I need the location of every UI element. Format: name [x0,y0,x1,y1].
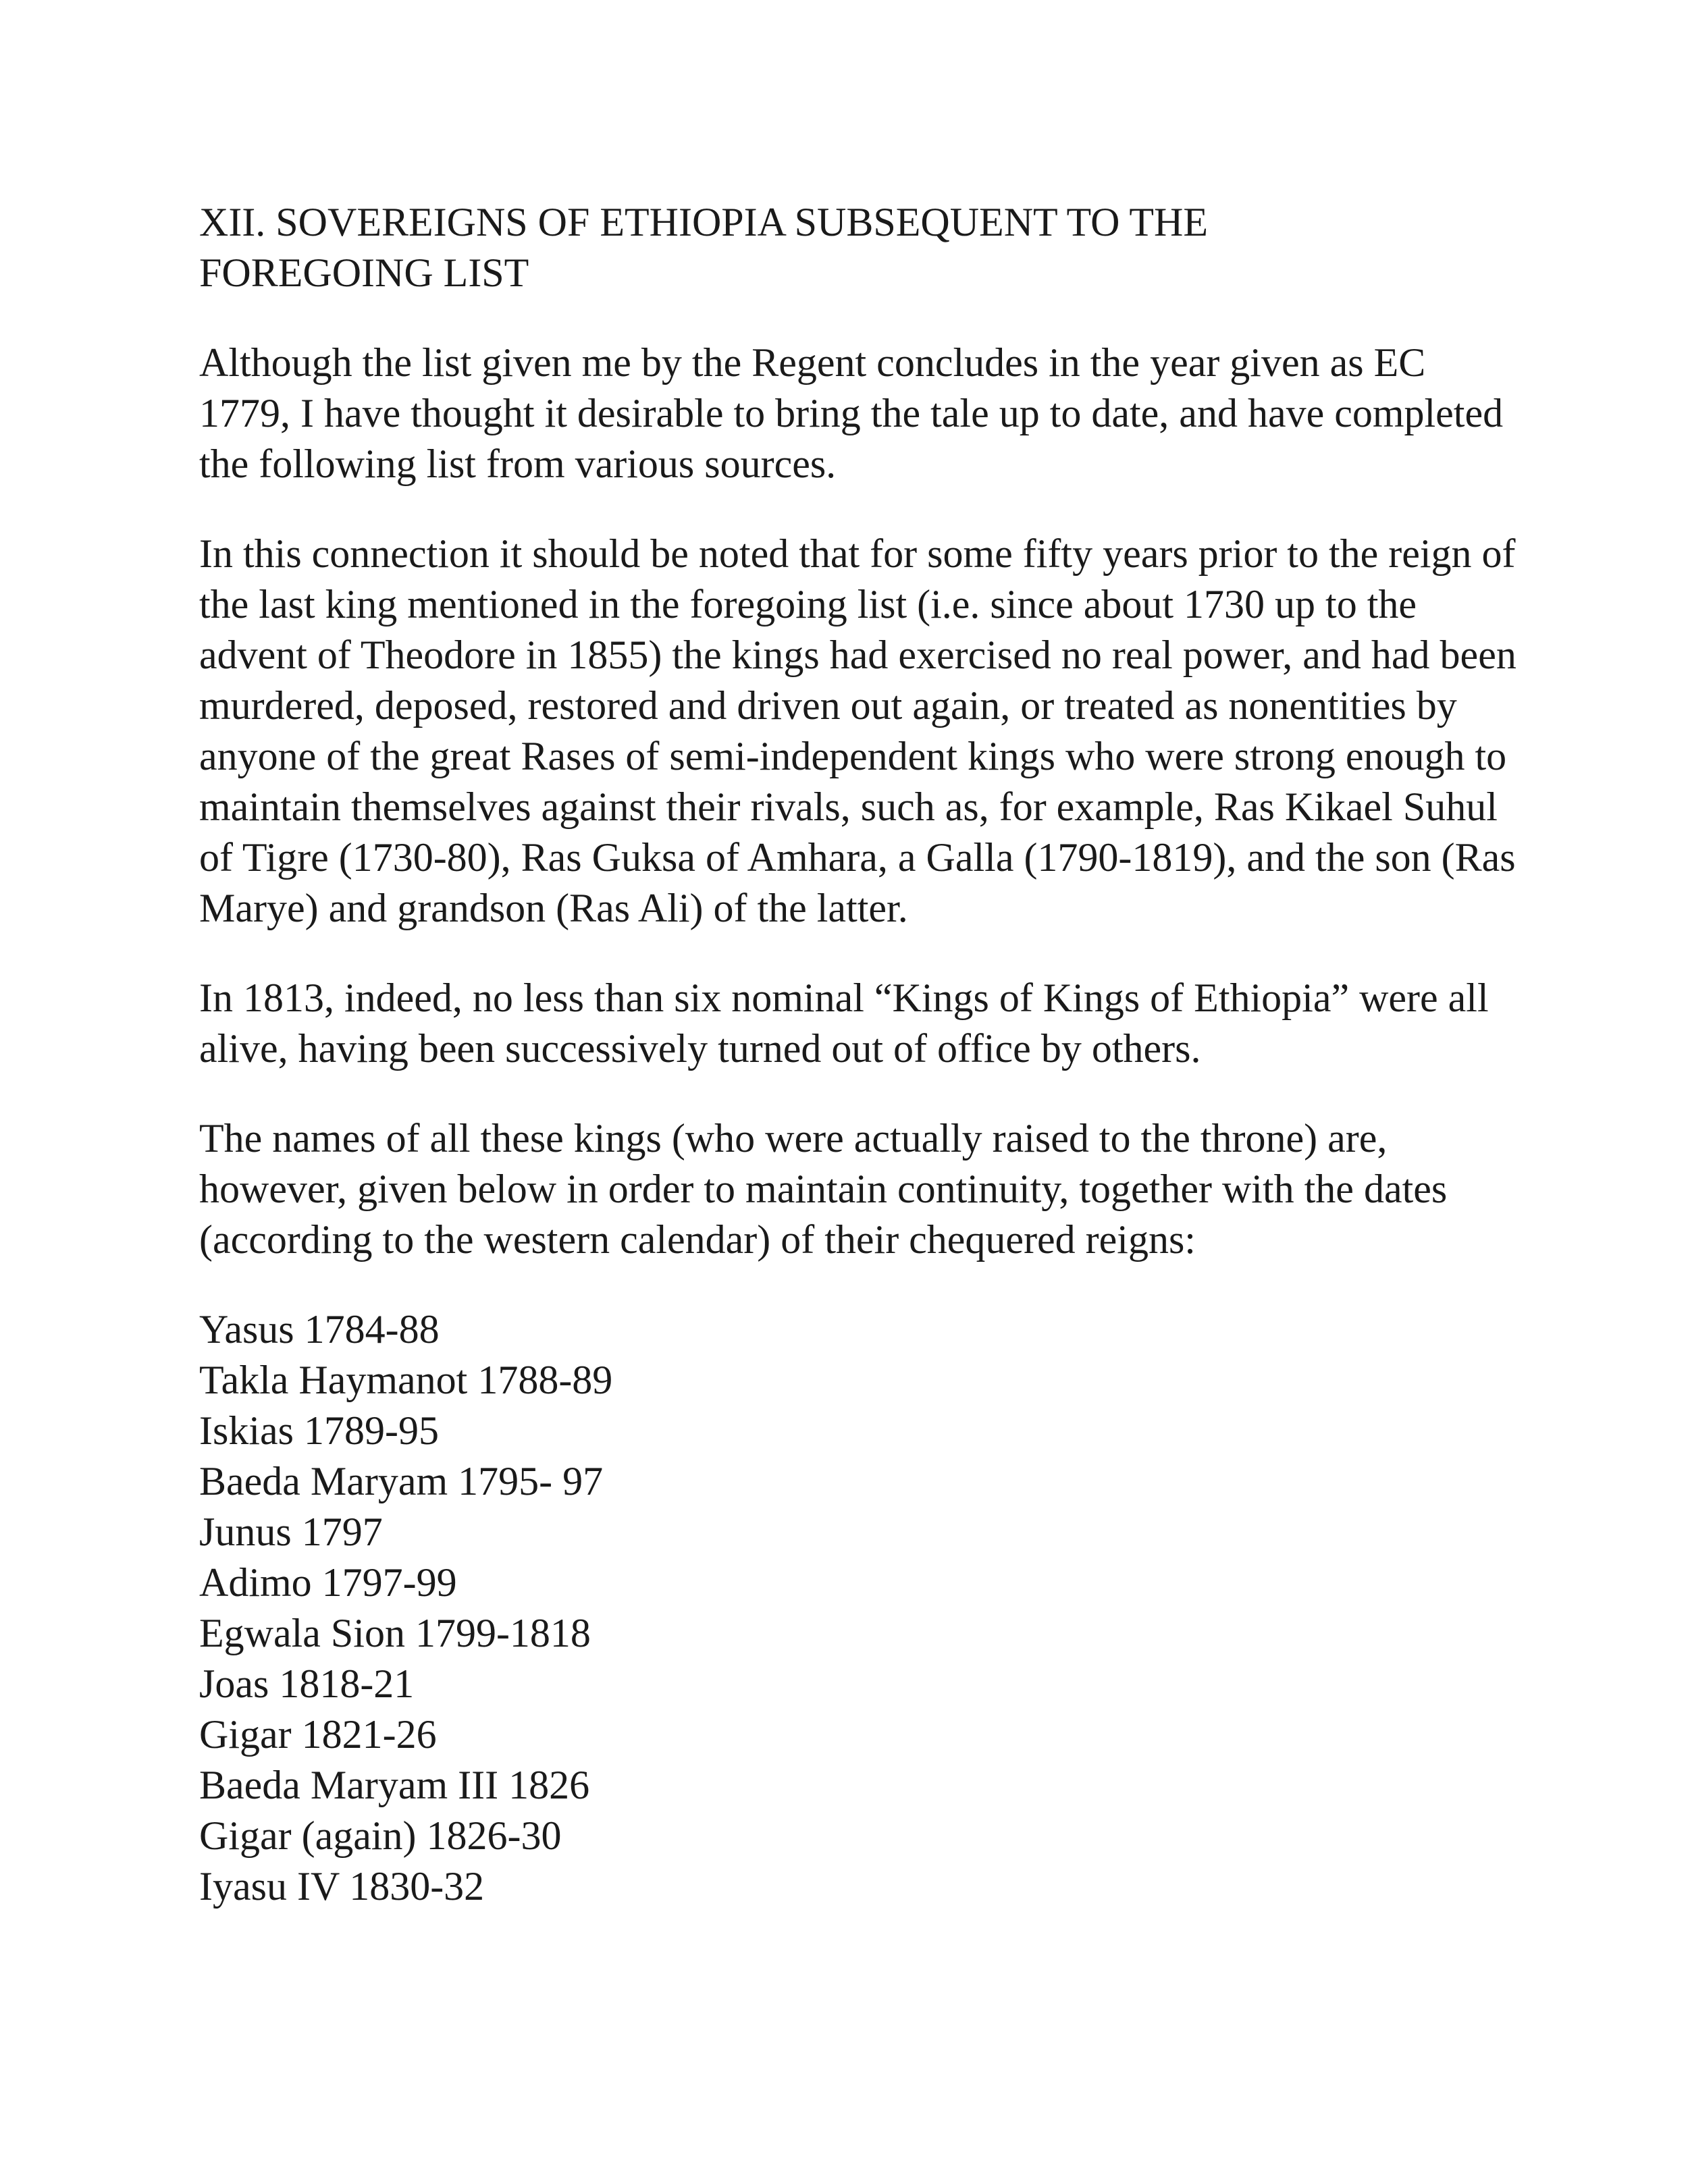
kings-list [199,1304,1523,1912]
section-heading [199,197,1523,298]
list-item: Baeda Maryam III 1826 [199,1763,590,1807]
page-content [199,197,1523,1912]
list-item: Iyasu IV 1830-32 [199,1864,485,1909]
list-item: Takla Haymanot 1788-89 [199,1358,613,1402]
paragraph-list-intro: The names of all these kings (who were actually raised to the throne) are, however, given below in order to maintain continuity, together with the dates (according to the western calendar) of their chequered reigns: [199,1116,1448,1262]
list-item: Junus 1797 [199,1510,383,1554]
heading-line-1: XII. SOVEREIGNS OF ETHIOPIA SUBSEQUENT TO THE [199,200,1208,244]
list-item: Yasus 1784-88 [199,1307,440,1352]
list-item: Gigar (again) 1826-30 [199,1813,562,1858]
list-item: Baeda Maryam 1795- 97 [199,1459,604,1503]
list-item: Adimo 1797-99 [199,1560,457,1605]
list-item: Joas 1818-21 [199,1661,415,1706]
heading-line-2: FOREGOING LIST [199,250,529,295]
list-item: Iskias 1789-95 [199,1408,439,1453]
paragraph-1813: In 1813, indeed, no less than six nominal “Kings of Kings of Ethiopia” were all alive, having been successively turned out of office by others. [199,976,1489,1071]
list-item: Gigar 1821-26 [199,1712,437,1757]
paragraph-intro: Although the list given me by the Regent concludes in the year given as EC 1779, I have thought it desirable to bring the tale up to date, and have completed the following list from various sources. [199,340,1504,486]
paragraph-context: In this connection it should be noted that for some fifty years prior to the reign of the last king mentioned in the foregoing list (i.e. since about 1730 up to the advent of Theodore in 1855) the kings had exercised no real power, and had been murdered, deposed, restored and driven out again, or treated as nonentities by anyone of the great Rases of semi-independent kings who were strong enough to maintain themselves against their rivals, such as, for example, Ras Kikael Suhul of Tigre (1730-80), Ras Guksa of Amhara, a Galla (1790-1819), and the son (Ras Marye) and grandson (Ras Ali) of the latter. [199,531,1516,930]
list-item: Egwala Sion 1799-1818 [199,1611,591,1655]
